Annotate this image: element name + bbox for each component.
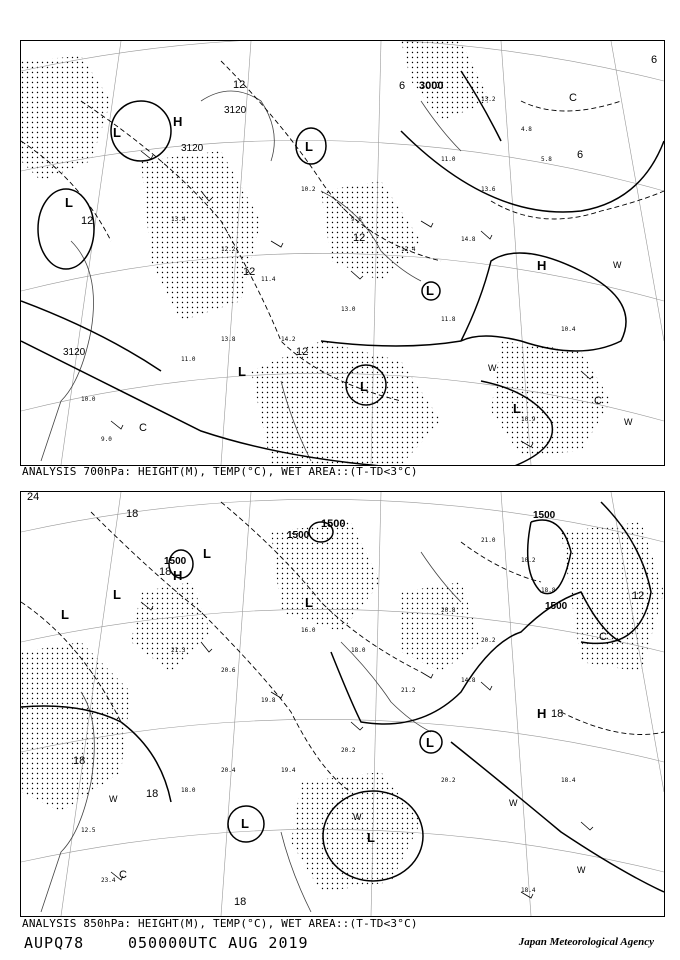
svg-text:23.4: 23.4 [101, 877, 116, 884]
pressure-center: L [203, 546, 211, 561]
pressure-center: L [113, 587, 121, 602]
svg-text:21.3: 21.3 [171, 647, 186, 654]
svg-text:4.8: 4.8 [521, 126, 532, 133]
temp-label: 12 [233, 79, 246, 91]
svg-text:10.2: 10.2 [301, 186, 316, 193]
height-label: 1500 [321, 518, 346, 530]
svg-text:12.5: 12.5 [81, 827, 96, 834]
pressure-center: C [119, 869, 127, 881]
pressure-center: W [613, 260, 622, 270]
pressure-center: C [139, 422, 147, 434]
pressure-center: L [238, 364, 246, 379]
map-700hpa [20, 40, 665, 466]
caption-850hpa: ANALYSIS 850hPa: HEIGHT(M), TEMP(°C), WET AREA::(T-TD<3°C) [22, 917, 418, 930]
svg-text:5.8: 5.8 [541, 156, 552, 163]
svg-text:9.0: 9.0 [101, 436, 112, 443]
svg-text:21.2: 21.2 [401, 687, 416, 694]
height-label: 1500 [545, 601, 568, 612]
pressure-center: W [353, 812, 362, 822]
svg-text:16.0: 16.0 [301, 627, 316, 634]
temp-label: 12 [296, 346, 309, 358]
pressure-center: L [305, 139, 313, 154]
svg-text:14.8: 14.8 [461, 677, 476, 684]
svg-text:13.6: 13.6 [481, 186, 496, 193]
temp-label: 12 [632, 590, 645, 602]
svg-text:20.2: 20.2 [481, 637, 496, 644]
svg-text:9.8: 9.8 [351, 216, 362, 223]
pressure-center: L [360, 379, 368, 394]
height-label: 3120 [63, 347, 86, 358]
pressure-center: W [109, 794, 118, 804]
svg-text:20.2: 20.2 [341, 747, 356, 754]
agency-credit: Japan Meteorological Agency [518, 936, 654, 948]
temp-label: 12 [81, 215, 94, 227]
bulletin-code: AUPQ78 [24, 934, 85, 952]
temp-label: 6 [399, 80, 406, 92]
temp-label: 18 [234, 896, 247, 908]
temp-label: 18 [551, 708, 564, 720]
pressure-center: L [426, 283, 434, 298]
svg-text:18.4: 18.4 [561, 777, 576, 784]
svg-text:10.0: 10.0 [81, 396, 96, 403]
pressure-center: H [173, 114, 183, 129]
svg-text:13.0: 13.0 [341, 306, 356, 313]
height-label: 1500 [164, 556, 187, 567]
svg-text:10.4: 10.4 [561, 326, 576, 333]
temp-label: 6 [651, 54, 658, 66]
svg-text:12.4: 12.4 [401, 246, 416, 253]
height-label: 3120 [181, 143, 204, 154]
height-label: 1500 [287, 530, 310, 541]
pressure-center: L [513, 401, 521, 416]
pressure-center: L [305, 595, 313, 610]
pressure-center: H [537, 706, 547, 721]
pressure-center: C [594, 395, 602, 407]
pressure-center: H [537, 258, 547, 273]
pressure-center: L [61, 607, 69, 622]
temp-label: 12 [353, 232, 366, 244]
temp-label: 18 [73, 755, 86, 767]
svg-text:10.2: 10.2 [521, 557, 536, 564]
svg-text:18.8: 18.8 [541, 587, 556, 594]
pressure-center: L [65, 195, 73, 210]
pressure-center: L [426, 735, 434, 750]
svg-text:20.8: 20.8 [441, 607, 456, 614]
svg-text:18.4: 18.4 [521, 887, 536, 894]
svg-text:14.2: 14.2 [281, 336, 296, 343]
pressure-center: L [241, 816, 249, 831]
map-700hpa-canvas [21, 41, 664, 465]
svg-text:19.4: 19.4 [281, 767, 296, 774]
height-label: 3120 [224, 105, 247, 116]
temp-label: 6 [577, 149, 584, 161]
valid-time: 050000UTC AUG 2019 [128, 934, 309, 952]
caption-700hpa: ANALYSIS 700hPa: HEIGHT(M), TEMP(°C), WET AREA::(T-TD<3°C) [22, 465, 418, 478]
temp-label: 18 [159, 566, 172, 578]
svg-text:18.0: 18.0 [181, 787, 196, 794]
pressure-center: W [488, 363, 497, 373]
svg-text:18.0: 18.0 [351, 647, 366, 654]
svg-text:13.8: 13.8 [221, 336, 236, 343]
svg-text:19.8: 19.8 [261, 697, 276, 704]
svg-text:10.9: 10.9 [521, 416, 536, 423]
map-850hpa-canvas [21, 492, 664, 916]
svg-text:20.2: 20.2 [441, 777, 456, 784]
pressure-center: W [509, 798, 518, 808]
svg-text:21.0: 21.0 [481, 537, 496, 544]
height-label: 1500 [533, 510, 556, 521]
pressure-center: C [599, 631, 607, 643]
temp-label: 18 [126, 508, 139, 520]
pressure-center: H [173, 568, 183, 583]
height-label: 3000 [419, 80, 444, 92]
svg-text:13.2: 13.2 [481, 96, 496, 103]
map-850hpa [20, 491, 665, 917]
svg-text:20.6: 20.6 [221, 667, 236, 674]
temp-label: 12 [243, 266, 256, 278]
svg-text:20.4: 20.4 [221, 767, 236, 774]
svg-text:11.4: 11.4 [261, 276, 276, 283]
pressure-center: W [624, 417, 633, 427]
svg-text:11.8: 11.8 [441, 316, 456, 323]
temp-label: 24 [27, 492, 40, 503]
svg-text:11.0: 11.0 [441, 156, 456, 163]
svg-text:12.2: 12.2 [221, 246, 236, 253]
temp-label: 18 [146, 788, 159, 800]
svg-text:14.8: 14.8 [461, 236, 476, 243]
pressure-center: C [569, 92, 577, 104]
pressure-center: L [367, 830, 375, 845]
svg-text:13.4: 13.4 [171, 216, 186, 223]
pressure-center: W [577, 865, 586, 875]
svg-text:11.0: 11.0 [181, 356, 196, 363]
pressure-center: L [113, 125, 121, 140]
